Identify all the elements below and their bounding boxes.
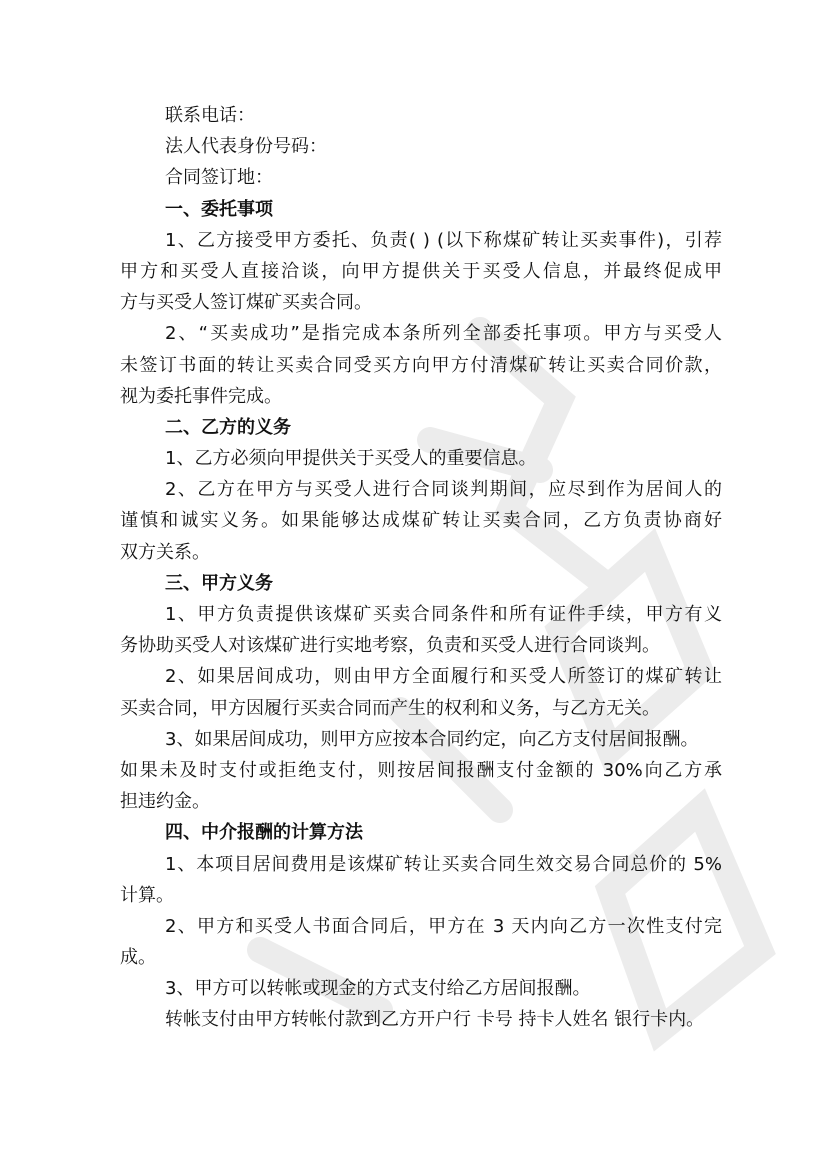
text-line: 3、甲方可以转帐或现金的方式支付给乙方居间报酬。 <box>165 978 591 1000</box>
section-heading: 四、中介报酬的计算方法 <box>165 822 363 844</box>
text-line: 3、如果居间成功，则甲方应按本合同约定，向乙方支付居间报酬。 <box>165 728 699 750</box>
text-line: 2、如果居间成功，则由甲方全面履行和买受人所签订的煤矿转让 <box>165 666 722 688</box>
text-line: 视为委托事件完成。 <box>120 385 282 407</box>
text-line: 2、乙方在甲方与买受人进行合同谈判期间，应尽到作为居间人的 <box>165 479 722 501</box>
text-line: 甲方和买受人直接洽谈，向甲方提供关于买受人信息，并最终促成甲 <box>120 260 722 282</box>
text-line: 法人代表身份号码： <box>165 136 327 158</box>
section-heading: 二、乙方的义务 <box>165 416 291 438</box>
text-line: 买卖合同，甲方因履行买卖合同而产生的权利和义务，与乙方无关。 <box>120 697 660 719</box>
text-line: 务协助买受人对该煤矿进行实地考察，负责和买受人进行合同谈判。 <box>120 635 660 657</box>
text-line: 担违约金。 <box>120 791 210 813</box>
text-line: 成。 <box>120 947 156 969</box>
text-line: 1、乙方必须向甲提供关于买受人的重要信息。 <box>165 448 537 470</box>
text-line: 计算。 <box>120 884 174 906</box>
text-line: 1、甲方负责提供该煤矿买卖合同条件和所有证件手续，甲方有义 <box>165 604 722 625</box>
text-line: 谨慎和诚实义务。如果能够达成煤矿转让买卖合同，乙方负责协商好 <box>120 510 722 532</box>
text-line: 1、乙方接受甲方委托、负责( ) (以下称煤矿转让买卖事件)，引荐 <box>165 229 722 251</box>
text-line: 双方关系。 <box>120 541 210 563</box>
text-line: 1、本项目居间费用是该煤矿转让买卖合同生效交易合同总价的 5% <box>165 853 722 875</box>
text-line: 方与买受人签订煤矿买卖合同。 <box>120 292 372 314</box>
text-line: 如果未及时支付或拒绝支付，则按居间报酬支付金额的 30%向乙方承 <box>120 759 722 781</box>
text-line: 联系电话： <box>165 105 255 126</box>
section-heading: 三、甲方义务 <box>165 572 273 594</box>
document-body <box>0 100 830 1036</box>
text-line: 2、甲方和买受人书面合同后，甲方在 3 天内向乙方一次性支付完 <box>165 915 722 937</box>
text-line: 转帐支付由甲方转帐付款到乙方开户行 卡号 持卡人姓名 银行卡内。 <box>165 1009 705 1031</box>
text-line: 未签订书面的转让买卖合同受买方向甲方付清煤矿转让买卖合同价款， <box>120 354 722 376</box>
text-line: 2、“买卖成功”是指完成本条所列全部委托事项。甲方与买受人 <box>165 323 722 345</box>
section-heading: 一、委托事项 <box>165 198 273 220</box>
text-line: 合同签订地： <box>165 167 273 189</box>
